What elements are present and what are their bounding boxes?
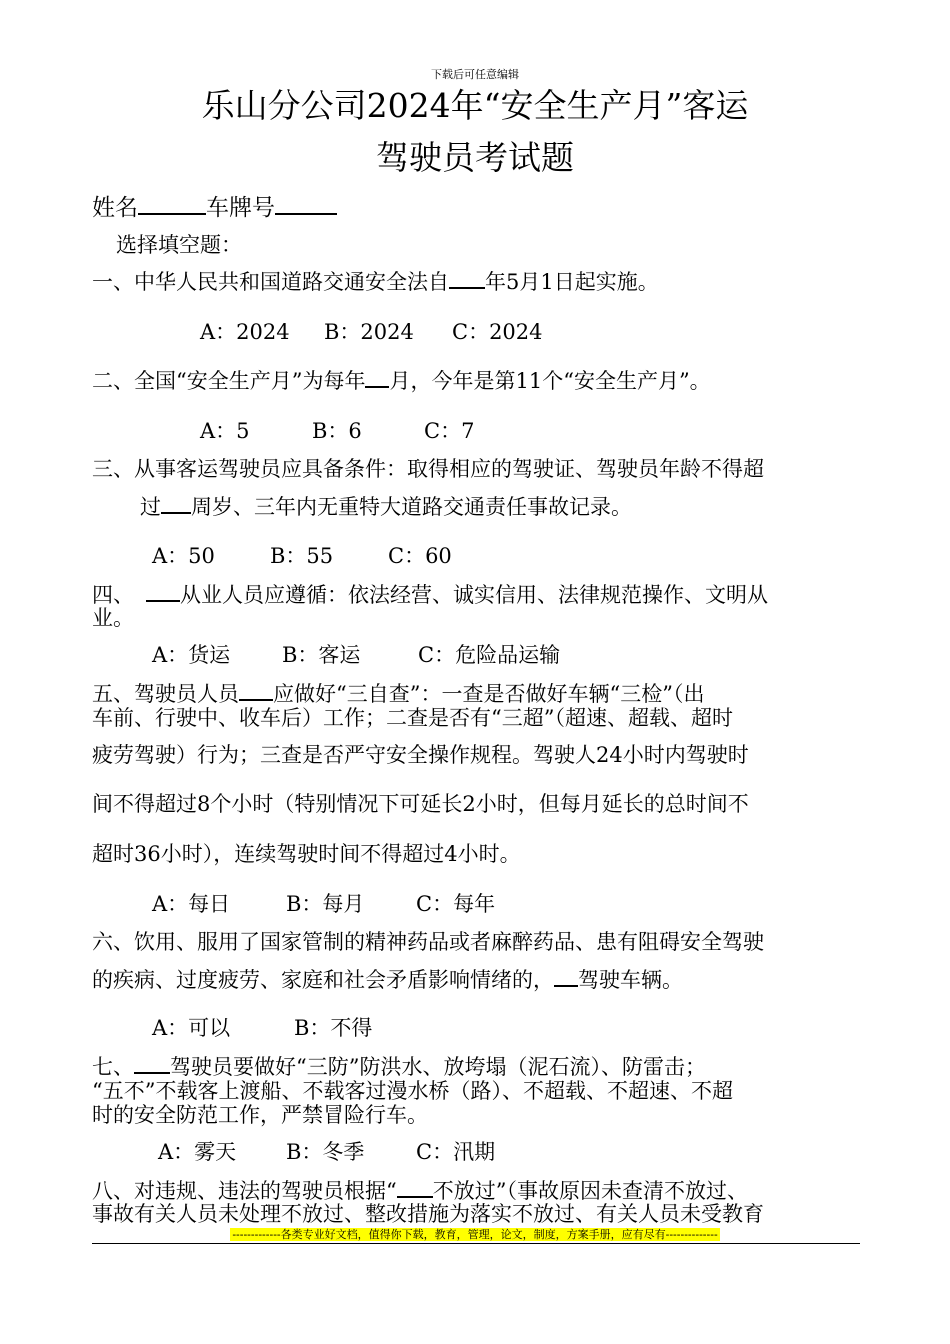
q2-text-before: 二、全国“安全生产月”为每年 bbox=[92, 369, 366, 393]
q1-text-after: 年5月1日起实施。 bbox=[485, 270, 659, 294]
q2-options bbox=[200, 417, 474, 445]
name-blank[interactable] bbox=[138, 193, 206, 215]
footer-banner bbox=[0, 1228, 950, 1242]
q7-option-a[interactable]: A：雾天 bbox=[158, 1140, 237, 1164]
q2-text-after: 月，今年是第11个“安全生产月”。 bbox=[389, 369, 711, 393]
q4-option-a[interactable]: A：货运 bbox=[152, 643, 231, 667]
q1-option-c[interactable]: C：2024 bbox=[452, 320, 543, 344]
q5-options bbox=[152, 890, 495, 918]
footer-text: -------------各类专业好文档，值得你下载，教育，管理，论文，制度，方案手册，应有尽有-------------- bbox=[232, 1228, 718, 1241]
question-3-line-1: 三、从事客运驾驶员应具备条件：取得相应的驾驶证、驾驶员年龄不得超 bbox=[92, 457, 764, 481]
q2-option-b[interactable]: B：6 bbox=[312, 419, 362, 443]
question-3-line-2 bbox=[140, 492, 632, 521]
q4-option-b[interactable]: B：客运 bbox=[282, 643, 361, 667]
footer-divider bbox=[92, 1243, 860, 1244]
q5-option-c[interactable]: C：每年 bbox=[416, 892, 496, 916]
q6-option-a[interactable]: A：可以 bbox=[152, 1016, 231, 1040]
q4-text-after: 从业人员应遵循：依法经营、诚实信用、法律规范操作、文明从 bbox=[180, 583, 768, 607]
question-7-line-2: “五不”不载客上渡船、不载客过漫水桥（路）、不超载、不超速、不超 bbox=[92, 1079, 733, 1103]
q8-text-before: 八、对违规、违法的驾驶员根据“ bbox=[92, 1179, 397, 1203]
title-line-1: 乐山分公司2024年“安全生产月”客运 bbox=[201, 86, 749, 125]
question-2 bbox=[92, 366, 711, 395]
q2-option-a[interactable]: A：5 bbox=[200, 419, 250, 443]
question-6-line-1: 六、饮用、服用了国家管制的精神药品或者麻醉药品、患有阻碍安全驾驶 bbox=[92, 930, 764, 954]
q3-options bbox=[152, 542, 452, 570]
q4-options bbox=[152, 641, 560, 669]
question-7-line-3: 时的安全防范工作，严禁冒险行车。 bbox=[92, 1103, 428, 1127]
q6-text-after: 驾驶车辆。 bbox=[578, 968, 683, 992]
name-label: 姓名 bbox=[92, 195, 138, 221]
q5-text-before: 五、驾驶员人员 bbox=[92, 682, 239, 706]
name-plate-line bbox=[92, 193, 337, 223]
plate-blank[interactable] bbox=[275, 193, 337, 215]
q8-text-after: 不放过”（事故原因未查清不放过、 bbox=[432, 1179, 748, 1203]
q3-blank[interactable] bbox=[161, 492, 191, 514]
q7-option-b[interactable]: B：冬季 bbox=[286, 1140, 365, 1164]
q5-option-b[interactable]: B：每月 bbox=[286, 892, 365, 916]
q5-text-after: 应做好“三自查”：一查是否做好车辆“三检”（出 bbox=[273, 682, 705, 706]
q3-option-b[interactable]: B：55 bbox=[270, 544, 334, 568]
q3-text-after: 周岁、三年内无重特大道路交通责任事故记录。 bbox=[191, 495, 632, 519]
q1-option-a[interactable]: A：2024 bbox=[200, 320, 290, 344]
q2-blank[interactable] bbox=[365, 366, 389, 388]
question-4-line-2: 业。 bbox=[92, 606, 134, 630]
q7-options bbox=[158, 1138, 495, 1166]
q3-option-a[interactable]: A：50 bbox=[152, 544, 215, 568]
q1-blank[interactable] bbox=[449, 267, 485, 289]
question-6-line-2 bbox=[92, 965, 683, 994]
q7-text-after: 驾驶员要做好“三防”防洪水、放垮塌（泥石流）、防雷击； bbox=[170, 1055, 706, 1079]
plate-label: 车牌号 bbox=[206, 195, 275, 221]
section-label: 选择填空题： bbox=[116, 233, 242, 257]
q7-option-c[interactable]: C：汛期 bbox=[416, 1140, 496, 1164]
question-4-line-1 bbox=[92, 580, 768, 609]
q6-options bbox=[152, 1014, 372, 1042]
question-8-line-2: 事故有关人员未处理不放过、整改措施为落实不放过、有关人员未受教育 bbox=[92, 1202, 764, 1226]
q5-option-a[interactable]: A：每日 bbox=[152, 892, 231, 916]
q1-text-before: 一、中华人民共和国道路交通安全法自 bbox=[92, 270, 449, 294]
q6-text-before: 的疾病、过度疲劳、家庭和社会矛盾影响情绪的， bbox=[92, 968, 554, 992]
q8-blank[interactable] bbox=[397, 1176, 433, 1198]
q2-option-c[interactable]: C：7 bbox=[424, 419, 475, 443]
q1-option-b[interactable]: B：2024 bbox=[324, 320, 414, 344]
question-5-line-2: 车前、行驶中、收车后）工作；二查是否有“三超”（超速、超载、超时 bbox=[92, 706, 733, 730]
question-5-line-3: 疲劳驾驶）行为；三查是否严守安全操作规程。驾驶人24小时内驾驶时 bbox=[92, 743, 749, 767]
title-line-2: 驾驶员考试题 bbox=[376, 138, 574, 177]
q3-option-c[interactable]: C：60 bbox=[388, 544, 452, 568]
q6-blank[interactable] bbox=[554, 965, 578, 987]
q7-text-before: 七、 bbox=[92, 1055, 134, 1079]
header-note: 下载后可任意编辑 bbox=[431, 68, 519, 81]
q1-options bbox=[200, 318, 543, 346]
question-5-line-4: 间不得超过8个小时（特别情况下可延长2小时，但每月延长的总时间不 bbox=[92, 792, 749, 816]
q3-text-before: 过 bbox=[140, 495, 161, 519]
q6-option-b[interactable]: B：不得 bbox=[294, 1016, 373, 1040]
q4-option-c[interactable]: C：危险品运输 bbox=[418, 643, 561, 667]
q7-blank[interactable] bbox=[134, 1052, 170, 1074]
q5-blank[interactable] bbox=[239, 679, 273, 701]
q4-text-before: 四、 bbox=[92, 583, 134, 607]
question-5-line-5: 超时36小时），连续驾驶时间不得超过4小时。 bbox=[92, 842, 521, 866]
question-1 bbox=[92, 267, 659, 296]
q4-blank[interactable] bbox=[146, 580, 180, 602]
